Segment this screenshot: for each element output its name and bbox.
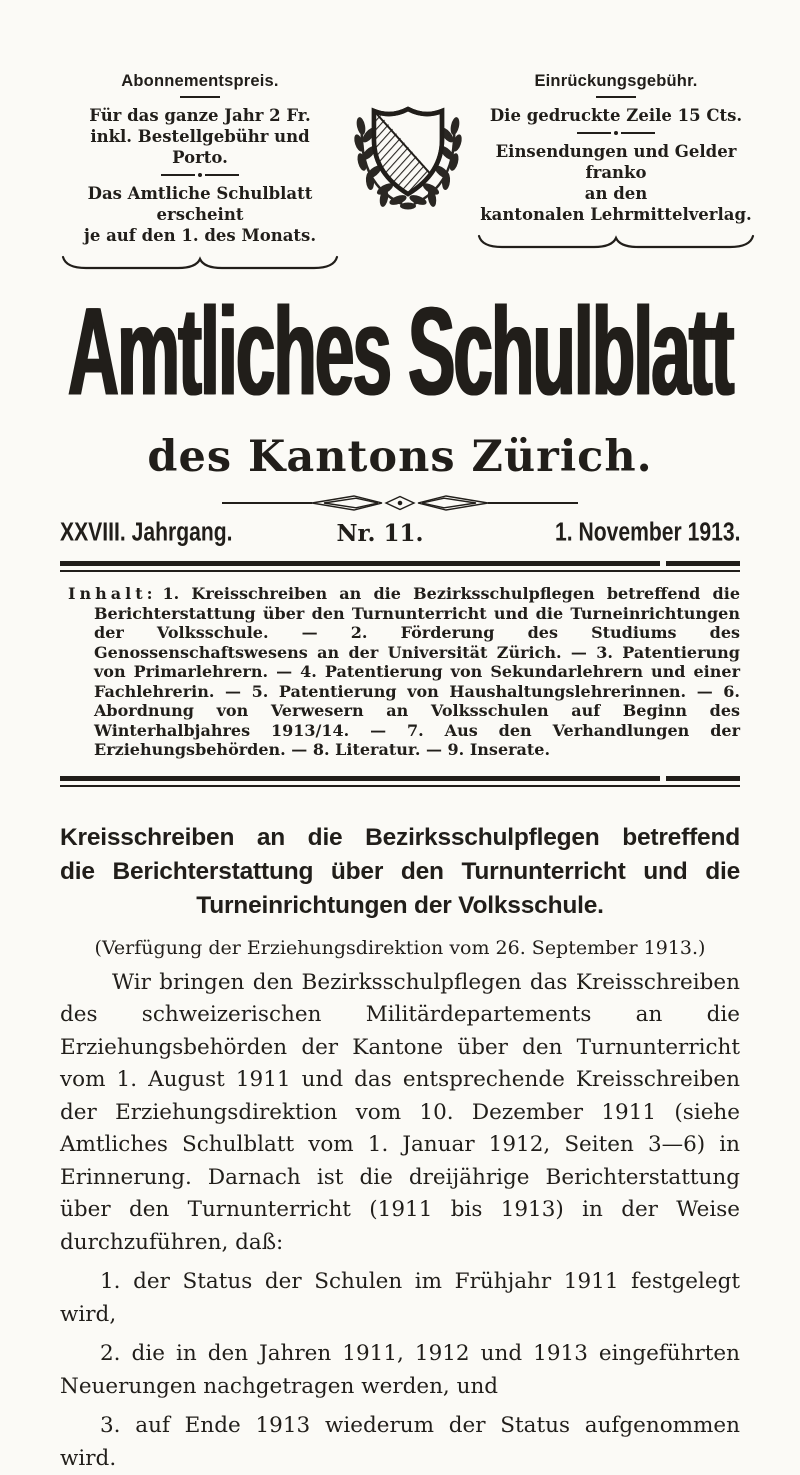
double-rule-divider — [60, 561, 740, 572]
publication-schedule-line1: Das Amtliche Schulblatt erscheint — [60, 183, 340, 225]
newspaper-title: Amtliches Schulblatt — [68, 289, 733, 415]
masthead — [60, 286, 740, 514]
subscription-title: Abonnementspreis. — [60, 72, 340, 91]
article-list-item: 1. der Status der Schulen im Frühjahr 1911 festgelegt wird, — [60, 1266, 740, 1331]
insertion-fee-title: Einrückungsgebühr. — [476, 72, 756, 91]
issue-number: Nr. 11. — [336, 520, 423, 547]
short-rule-ornament — [596, 96, 636, 98]
issue-info-line — [60, 520, 740, 548]
article-list-item: 2. die in den Jahren 1911, 1912 und 1913 eingeführten Neuerungen nachgetragen werden, und — [60, 1338, 740, 1403]
article-list-item: 3. auf Ende 1913 wiederum der Status aufgenommen wird. — [60, 1410, 740, 1475]
underbrace-ornament-left — [60, 254, 340, 272]
subscription-info-block — [60, 72, 340, 272]
remittance-line2: an den — [476, 183, 756, 204]
masthead-info-row — [60, 72, 740, 272]
insertion-fee-block — [476, 72, 756, 251]
remittance-line1: Einsendungen und Gelder franko — [476, 141, 756, 183]
contents-paragraph — [60, 584, 740, 760]
zurich-coat-of-arms-icon — [340, 88, 476, 216]
article-paragraph: Wir bringen den Bezirksschulpflegen das Kreisschreiben des schweizerischen Militärdepartements an die Erziehungsbehörden der Kantone über den Turnunterricht vom 1. August 1911 und das entsprechende Kreisschreiben der Erziehungsdirektion vom 10. Dezember 1911 (siehe Amtliches Schulblatt vom 1. Januar 1912, Seiten 3—6) in Erinnerung. Darnach ist die dreijährige Berichterstattung über den Turnunterricht (1911 bis 1913) in der Weise durchzuführen, daß: — [60, 967, 740, 1260]
subscription-price-line2: inkl. Bestellgebühr und Porto. — [60, 126, 340, 168]
article-heading-line1: Kreisschreiben an die Bezirksschulpflegen betreffend — [60, 821, 740, 855]
publication-schedule-line2: je auf den 1. des Monats. — [60, 225, 340, 246]
underbrace-ornament-right — [476, 233, 756, 251]
insertion-fee-line: Die gedruckte Zeile 15 Cts. — [476, 105, 756, 126]
issue-date: 1. November 1913. — [462, 518, 740, 548]
remittance-line3: kantonalen Lehrmittelverlag. — [476, 204, 756, 225]
volume-label: XXVIII. Jahrgang. — [60, 518, 338, 548]
article-subheading: (Verfügung der Erziehungsdirektion vom 26. September 1913.) — [60, 937, 740, 959]
article-heading — [60, 821, 740, 923]
double-rule-divider — [60, 776, 740, 787]
newspaper-subtitle: des Kantons Zürich. — [60, 432, 740, 482]
diamond-divider-ornament — [220, 492, 580, 514]
article-heading-line3: Turneinrichtungen der Volksschule. — [60, 889, 740, 923]
line-dot-ornament — [476, 131, 756, 135]
article-body — [60, 967, 740, 1475]
contents-label: Inhalt: — [68, 584, 163, 603]
short-rule-ornament — [180, 96, 220, 98]
line-dot-ornament — [60, 173, 340, 177]
contents-text: 1. Kreisschreiben an die Bezirksschulpflegen betreffend die Berichterstattung über den Turnunterricht und die Turneinrichtungen der Volksschule. — 2. Förderung des Studiums des Genossenschaftswesens an der Universität Zürich. — 3. Patentierung von Primarlehrern. — 4. Patentierung von Sekundarlehrern und einer Fachlehrerin. — 5. Patentierung von Haushaltungslehrerinnen. — 6. Abordnung von Verwesern an Volksschulen auf Beginn des Winterhalbjahres 1913/14. — 7. Aus den Verhandlungen der Erziehungsbehörden. — 8. Literatur. — 9. Inserate. — [94, 584, 740, 759]
subscription-price-line1: Für das ganze Jahr 2 Fr. — [60, 105, 340, 126]
article-heading-line2: die Berichterstattung über den Turnunterricht und die — [60, 855, 740, 889]
emblem-container — [340, 72, 476, 216]
